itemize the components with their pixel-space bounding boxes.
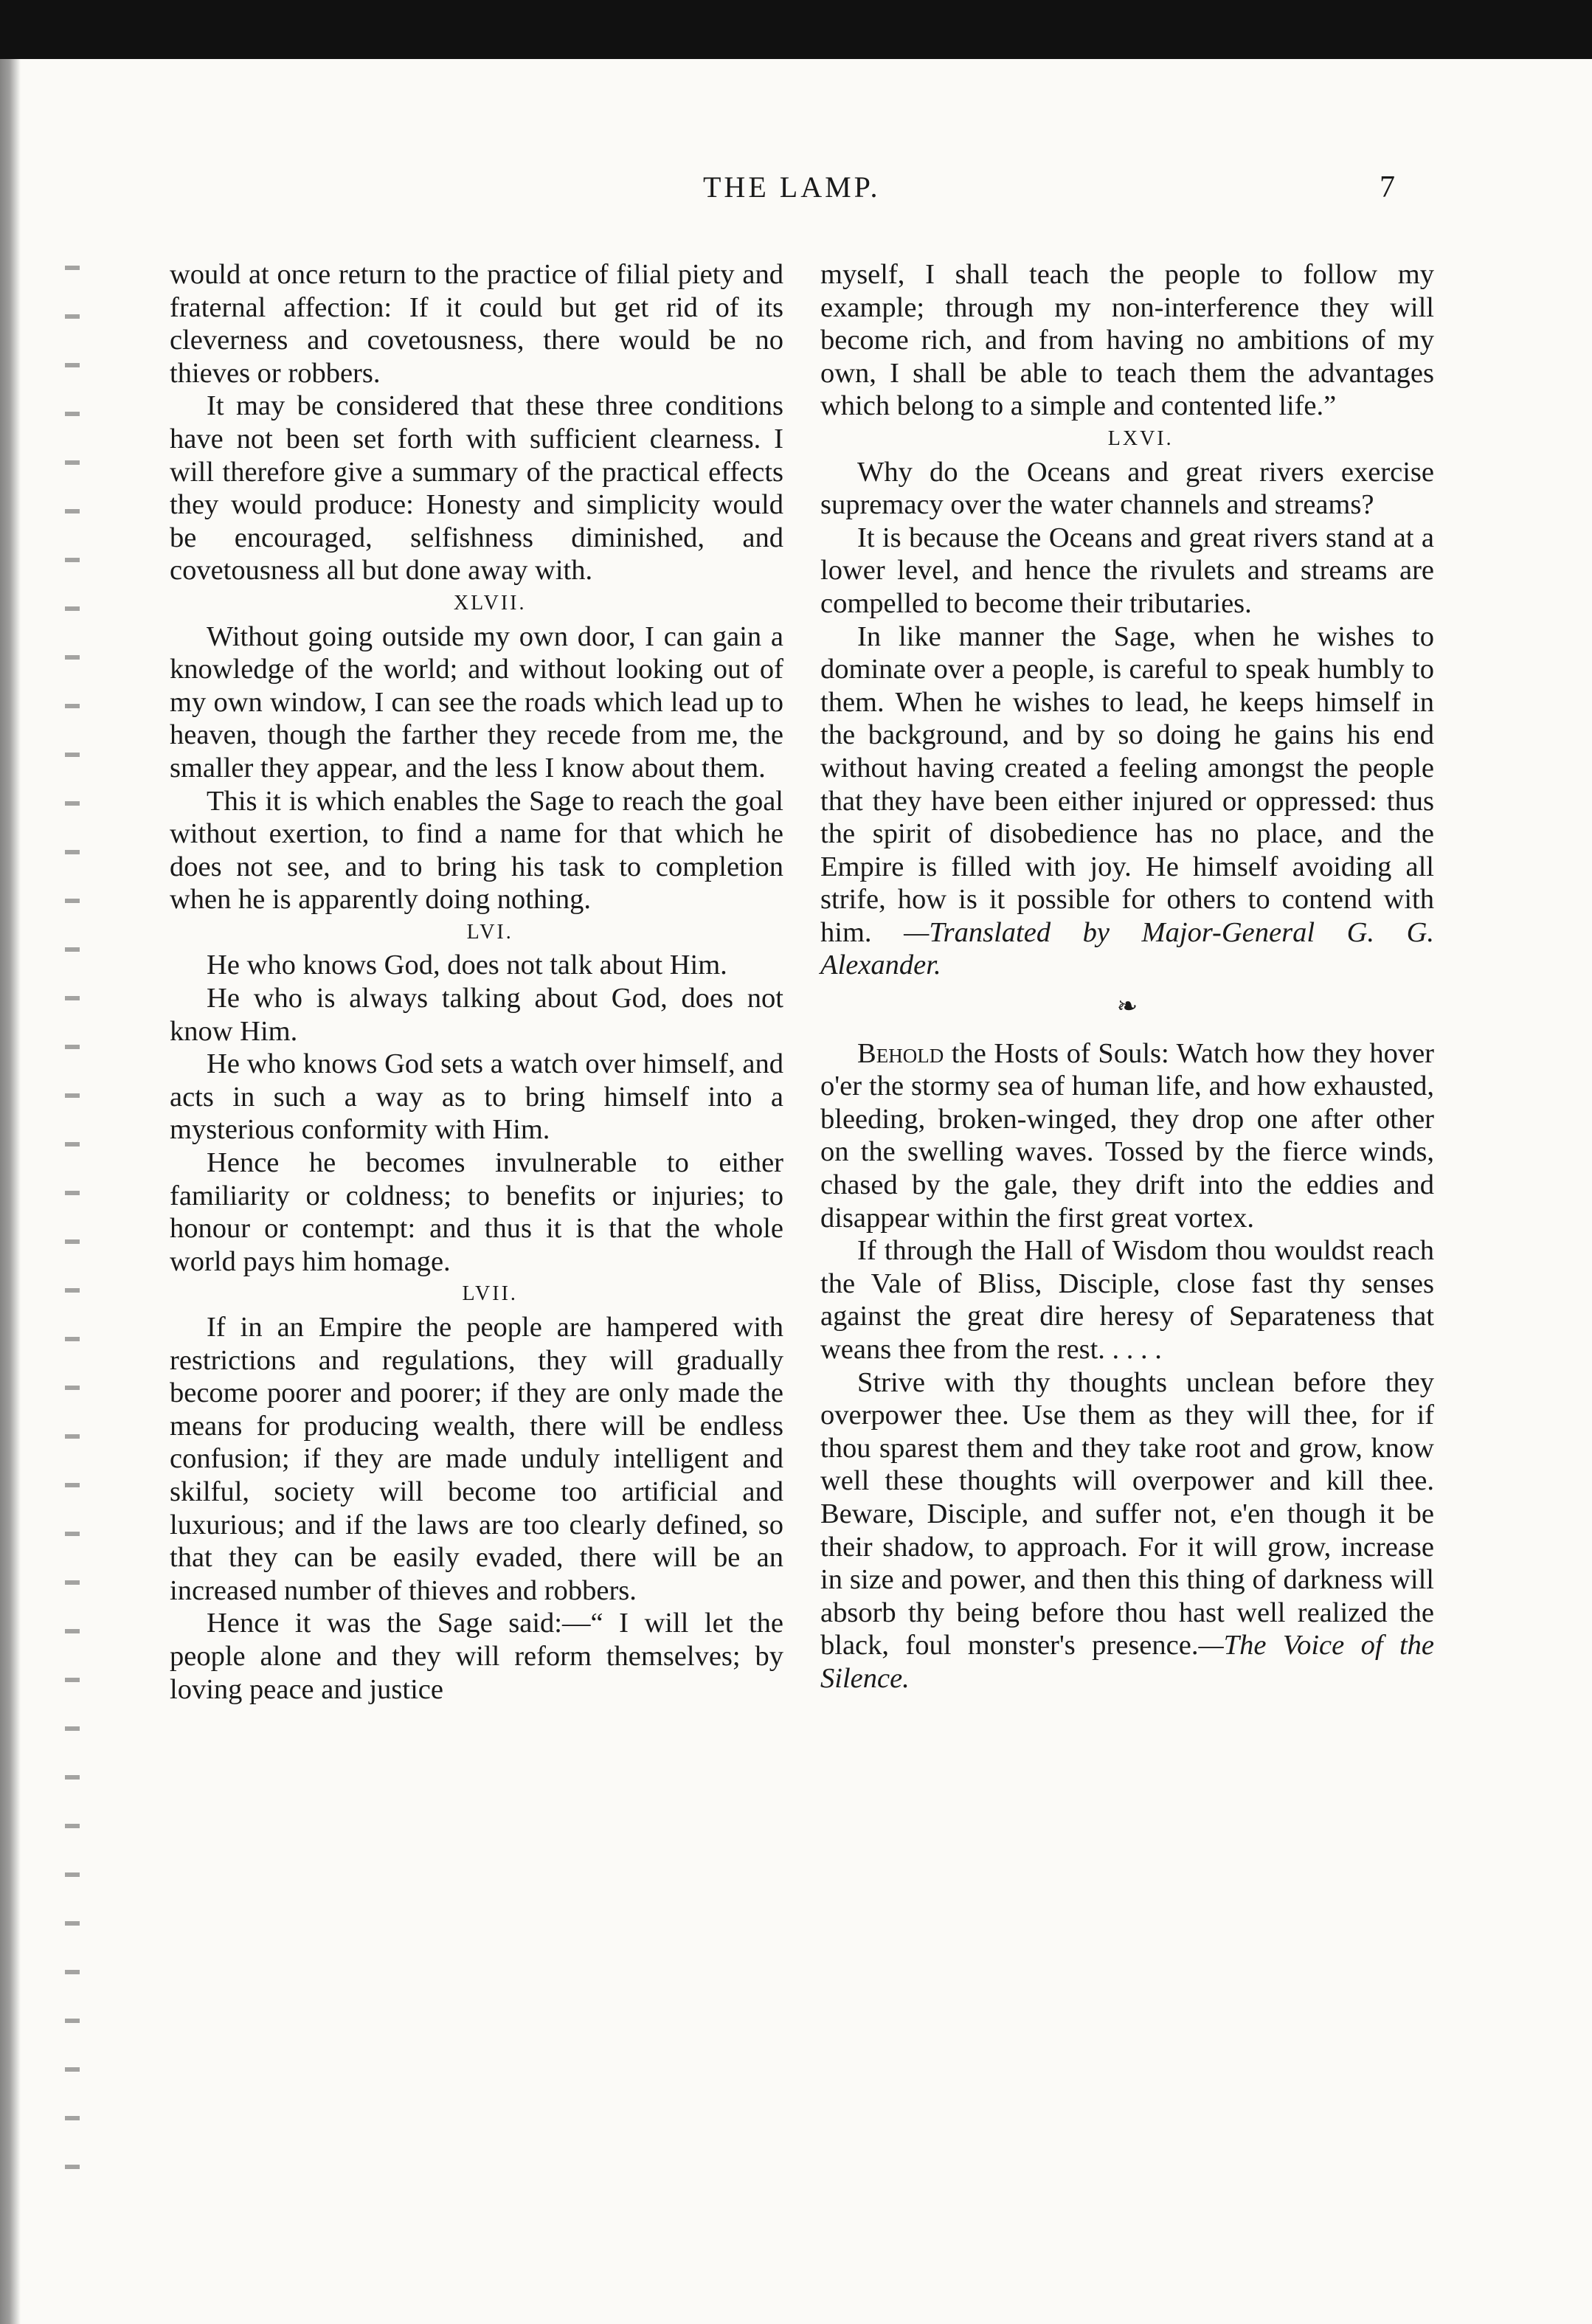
paragraph: Hence he becomes invulnerable to either familiarity or coldness; to benefits or injuries; to honour or contempt: and thus it is that the whole world pays him homage. <box>170 1147 783 1277</box>
section-heading-lxvi: LXVI. <box>1107 426 1174 450</box>
paragraph-text: Strive with thy thoughts unclean before they overpower thee. Use them as they will thee, for if thou sparest them and they take root and grow, know well these thoughts will overpower and kill thee. Beware, Disciple, and suffer not, e'en though it be their shadow, to approach. For it will grow, increase in size and power, and then this thing of darkness will absorb thy being before thou hast well realized the black, foul monster's presence. <box>820 1366 1434 1661</box>
gutter-marks <box>65 221 80 2213</box>
paragraph: If through the Hall of Wisdom thou wouldst reach the Vale of Bliss, Disciple, close fast thy senses against the great dire heresy of Separateness that weans thee from the rest. . . . . <box>820 1235 1434 1365</box>
paragraph-text: In like manner the Sage, when he wishes to dominate over a people, is careful to speak humbly to them. When he wishes to lead, he keeps himself in the background, and by so doing he gains his end without having created a feeling amongst the people that they have been either injured or oppressed: thus the spirit of disobedience has no place, and the Empire is filled with joy. He himself avoiding all strife, how is it possible for others to contend with him. <box>820 620 1434 948</box>
section-heading-xlvii: XLVII. <box>453 591 527 615</box>
page-header <box>0 170 1592 214</box>
page-number: 7 <box>1380 170 1395 204</box>
source-credit: —The Voice of the Silence. <box>820 1630 1434 1694</box>
paragraph: Hence it was the Sage said:—“ I will let the people alone and they will reform themselves; by loving peace and justice <box>170 1608 783 1705</box>
section-heading-lvii: LVII. <box>462 1282 518 1306</box>
paragraph: Without going outside my own door, I can gain a knowledge of the world; and without looking out of my own window, I can see the roads which lead up to heaven, though the farther they recede from me, the smaller they appear, and the less I know about them. <box>170 620 783 784</box>
top-scan-border <box>0 0 1592 59</box>
lead-word: Behold <box>857 1037 944 1069</box>
translation-credit: —Translated by Major-General G. G. Alexander. <box>820 916 1435 981</box>
paragraph <box>820 1037 1434 1235</box>
paragraph: Why do the Oceans and great rivers exercise supremacy over the water channels and streams? <box>820 456 1434 521</box>
paragraph <box>820 620 1434 983</box>
paragraph: If in an Empire the people are hampered with restrictions and regulations, they will gradually become poorer and poorer; if they are only made the means for producing wealth, there will be endless confusion; if they are made unduly intelligent and skilful, society will become too artificial and luxurious; and if the laws are too clearly defined, so that they can be easily evaded, there will be an increased number of thieves and robbers. <box>170 1312 783 1606</box>
paragraph: He who knows God sets a watch over himself, and acts in such a way as to bring himself into a mysterious conformity with Him. <box>170 1048 783 1146</box>
paragraph: This it is which enables the Sage to reach the goal without exertion, to find a name for that which he does not see, and to bring his task to completion when he is apparently doing nothing. <box>170 785 783 916</box>
left-column <box>170 258 783 1706</box>
paragraph: would at once return to the practice of filial piety and fraternal affection: If it could but get rid of its cleverness and covetousness, there would be no thieves or robbers. <box>170 259 783 389</box>
paragraph <box>820 1366 1434 1695</box>
paragraph: He who is always talking about God, does not know Him. <box>170 983 783 1047</box>
paragraph: myself, I shall teach the people to follow my example; through my non-interference they will become rich, and from having no ambitions of my own, I shall be able to teach them the advantages which belong to a simple and contented life.” <box>820 259 1434 422</box>
paragraph: It may be considered that these three conditions have not been set forth with sufficient clearness. I will therefore give a summary of the practical effects they would produce: Honesty and simplicity would be encouraged, selfishness diminished, and covetousness all but done away with. <box>170 390 783 587</box>
paragraph: He who knows God, does not talk about Him. <box>207 950 727 981</box>
ornament-icon: ❧ <box>1116 993 1138 1021</box>
paragraph: It is because the Oceans and great rivers stand at a lower level, and hence the rivulets and streams are compelled to become their tributaries. <box>820 522 1434 619</box>
section-heading-lvi: LVI. <box>466 920 513 944</box>
paragraph-text: the Hosts of Souls: Watch how they hover o'er the stormy sea of human life, and how exhausted, bleeding, broken-winged, they drop one after other on the swelling waves. Tossed by the fierce winds, chased by the gale, they drift into the eddies and disappear within the first great vortex. <box>820 1037 1434 1234</box>
right-column <box>820 258 1434 1695</box>
running-title: THE LAMP. <box>703 170 881 204</box>
left-scan-edge <box>0 59 21 2324</box>
